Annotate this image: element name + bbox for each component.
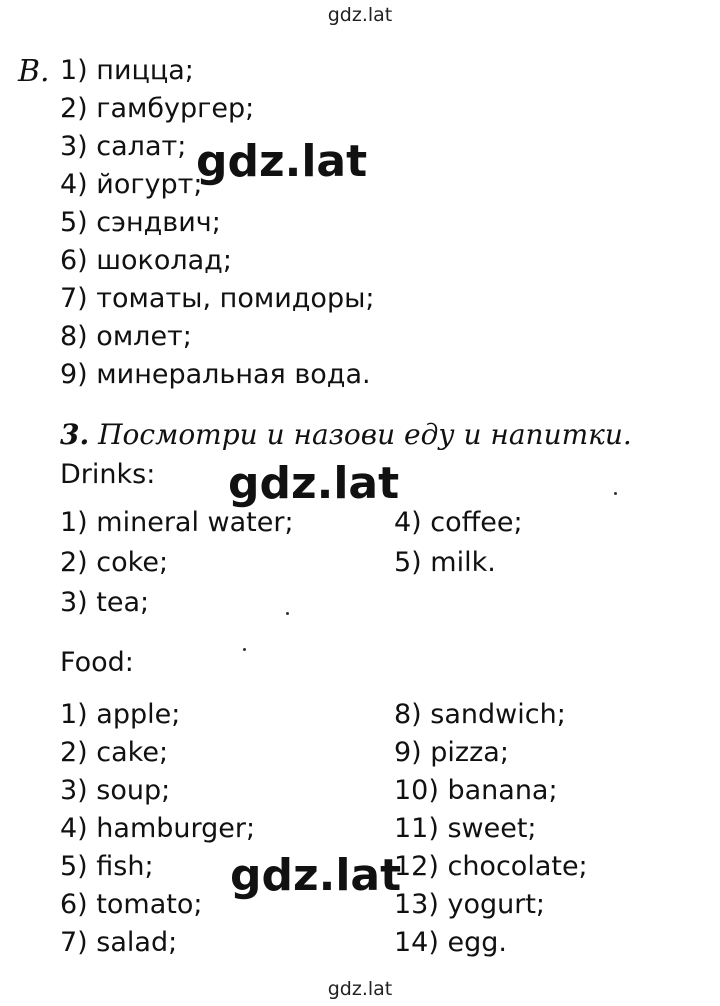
- food-item: 1) apple;: [60, 699, 181, 730]
- section-b-item: 3) салат;: [60, 131, 187, 162]
- food-item: 11) sweet;: [394, 813, 537, 844]
- food-item: 3) soup;: [60, 775, 171, 806]
- food-item: 9) pizza;: [394, 737, 509, 768]
- section-b-item: 7) томаты, помидоры;: [60, 283, 375, 314]
- drinks-item: 3) tea;: [60, 587, 150, 618]
- print-speck: [614, 492, 617, 495]
- watermark-large: gdz.lat: [196, 136, 368, 187]
- drinks-heading: Drinks:: [60, 459, 156, 490]
- food-item: 4) hamburger;: [60, 813, 256, 844]
- section-b-item: 5) сэндвич;: [60, 207, 221, 238]
- drinks-item: 4) coffee;: [394, 507, 523, 538]
- food-item: 5) fish;: [60, 851, 154, 882]
- print-speck: [243, 648, 246, 651]
- food-item: 8) sandwich;: [394, 699, 566, 730]
- task-3-heading: [60, 418, 632, 451]
- food-item: 12) chocolate;: [394, 851, 588, 882]
- watermark-top: gdz.lat: [327, 4, 393, 26]
- food-item: 7) salad;: [60, 927, 178, 958]
- food-item: 13) yogurt;: [394, 889, 546, 920]
- watermark-large: gdz.lat: [228, 458, 400, 509]
- drinks-item: 2) coke;: [60, 547, 169, 578]
- drinks-item: 1) mineral water;: [60, 507, 294, 538]
- task-title: Посмотри и назови еду и напитки.: [98, 418, 632, 451]
- section-b-item: 9) минеральная вода.: [60, 359, 371, 390]
- drinks-item: 5) milk.: [394, 547, 496, 578]
- watermark-large: gdz.lat: [230, 850, 402, 901]
- section-b-item: 4) йогурт;: [60, 169, 203, 200]
- watermark-bottom: gdz.lat: [327, 978, 393, 1000]
- food-item: 6) tomato;: [60, 889, 203, 920]
- section-b-label: B.: [18, 54, 50, 89]
- section-b-item: 2) гамбургер;: [60, 93, 255, 124]
- print-speck: [286, 612, 289, 615]
- food-item: 14) egg.: [394, 927, 507, 958]
- task-number: 3.: [60, 418, 90, 451]
- food-heading: Food:: [60, 647, 134, 678]
- food-item: 10) banana;: [394, 775, 558, 806]
- food-item: 2) cake;: [60, 737, 169, 768]
- section-b-item: 6) шоколад;: [60, 245, 232, 276]
- section-b-item: 1) пицца;: [60, 55, 194, 86]
- section-b-item: 8) омлет;: [60, 321, 192, 352]
